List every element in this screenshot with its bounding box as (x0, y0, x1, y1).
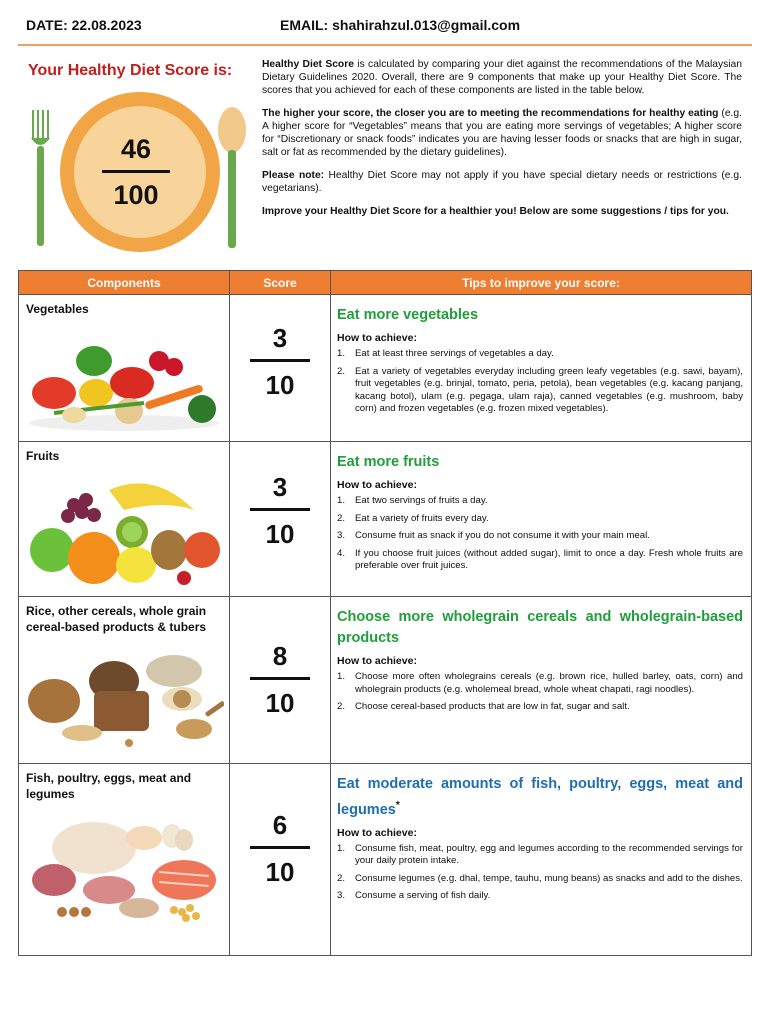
header-divider (18, 44, 752, 46)
how-to-label: How to achieve: (337, 332, 417, 344)
spoon-icon (218, 107, 246, 248)
list-item: 3. Consume a serving of fish daily. (337, 890, 491, 902)
score-title: Your Healthy Diet Score is: (28, 62, 233, 79)
vegetables-icon (24, 323, 224, 433)
tip-list (337, 348, 743, 416)
tips-cell (331, 597, 752, 764)
score-plate (28, 90, 258, 260)
component-score: 6 (272, 810, 288, 840)
report-email: EMAIL: shahirahzul.013@gmail.com (280, 17, 521, 33)
component-max: 10 (265, 370, 295, 400)
tips-cell (331, 764, 752, 956)
tips-cell (331, 442, 752, 597)
tips-cell (331, 295, 752, 442)
component-name: Vegetables (26, 302, 89, 316)
intro-paragraph-1: Healthy Diet Score is calculated by comparing your diet against the recommendations of the Malaysian Dietary Guidelines 2020. Overall, there are 9 components that make up your Healthy Diet Score. The scores that you achieved for each of these components are listed in the table below. (262, 59, 742, 96)
fruits-icon (24, 470, 224, 588)
component-score: 3 (272, 323, 288, 353)
tip-list (337, 671, 743, 714)
component-max: 10 (265, 857, 295, 887)
list-item: 1. Eat at least three servings of vegetables a day. (337, 348, 554, 359)
how-to-label: How to achieve: (337, 655, 417, 667)
component-cell (19, 442, 230, 597)
tip-title: Eat moderate amounts of fish, poultry, eggs, meat and legumes* (337, 776, 743, 818)
score-total: 100 (113, 180, 159, 210)
list-item: 3. Consume fruit as snack if you do not consume it with your main meal. (337, 530, 650, 541)
table-row (19, 442, 752, 597)
cereals-icon (24, 641, 224, 751)
list-item: 2. Eat a variety of fruits every day. (337, 512, 489, 524)
protein-foods-icon (24, 808, 224, 928)
score-cell (230, 597, 331, 764)
header-components: Components (19, 271, 230, 295)
component-score: 8 (272, 641, 288, 671)
tip-title: Eat more vegetables (337, 307, 479, 323)
tip-list (337, 843, 743, 903)
component-name: Rice, other cereals, whole grain cereal-based products & tubers (26, 604, 207, 634)
list-item: 1. Choose more often wholegrains cereals (e.g. brown rice, hulled barley, oats, corn) and wholegrain products (e.g. wholemeal bread, whole wheat chapati, ragi noodles). (337, 671, 743, 695)
table-row (19, 295, 752, 442)
header-tips: Tips to improve your score: (331, 271, 752, 295)
component-cell (19, 597, 230, 764)
score-cell (230, 295, 331, 442)
tip-title-mark: * (395, 800, 400, 811)
list-item: 2. Choose cereal-based products that are low in fat, sugar and salt. (337, 701, 630, 712)
component-name: Fish, poultry, eggs, meat and legumes (26, 771, 192, 801)
table-header-row (19, 271, 752, 295)
component-name: Fruits (26, 449, 60, 463)
score-cell (230, 764, 331, 956)
tip-title: Choose more wholegrain cereals and wholegrain-based products (337, 609, 743, 646)
report-date: DATE: 22.08.2023 (26, 17, 142, 33)
intro-paragraph-2: The higher your score, the closer you are to meeting the recommendations for healthy eating (e.g. A higher score for “Vegetables” means that you are eating more servings of vegetables; A higher score for “Discretionary or snack foods” indicates you are having lesser foods or snacks that are high in sugar, salt or fat as recommended by the dietary guidelines). (262, 108, 743, 158)
how-to-label: How to achieve: (337, 826, 417, 839)
intro-text (262, 58, 742, 228)
list-item: 1. Eat two servings of fruits a day. (337, 495, 488, 506)
table-row (19, 764, 752, 956)
component-cell (19, 295, 230, 442)
plate-illustration (28, 90, 258, 260)
fork-icon (31, 110, 50, 246)
list-item: 2. Consume legumes (e.g. dhal, tempe, tauhu, mung beans) as snacks and add to the dishes. (337, 872, 743, 884)
score-value: 46 (120, 134, 152, 164)
list-item: 2. Eat a variety of vegetables everyday including green leafy vegetables (e.g. sawi, bayam), fruit vegetables (e.g. brinjal, tomato, peria, petola), bean vegetables (e.g. kacang panjang, kacang botol), ulam (e.g. pegaga, ulam raja), canned vegetables (e.g. mushroom, baby corn) and frozen vegetables (e.g. frozen mixed vegetables). (337, 365, 743, 414)
component-max: 10 (265, 688, 295, 718)
list-item: 1. Consume fish, meat, poultry, egg and legumes according to the recommended servings for your daily protein intake. (337, 842, 743, 867)
diet-score-table (18, 270, 752, 956)
page-header (0, 0, 768, 46)
table-row (19, 597, 752, 764)
component-cell (19, 764, 230, 956)
intro-paragraph-4: Improve your Healthy Diet Score for a healthier you! Below are some suggestions / tips for you. (262, 206, 729, 217)
how-to-label: How to achieve: (337, 479, 417, 491)
component-max: 10 (265, 519, 295, 549)
header-score: Score (230, 271, 331, 295)
list-item: 4. If you choose fruit juices (without added sugar), limit to once a day. Fresh whole fruits are preferable over fruit juices. (337, 547, 743, 571)
intro-paragraph-3: Please note: Healthy Diet Score may not apply if you have special dietary needs or restrictions (e.g. vegetarians). (262, 170, 742, 194)
component-score: 3 (272, 472, 288, 502)
score-cell (230, 442, 331, 597)
tip-title: Eat more fruits (337, 454, 440, 470)
tip-list (337, 495, 743, 573)
